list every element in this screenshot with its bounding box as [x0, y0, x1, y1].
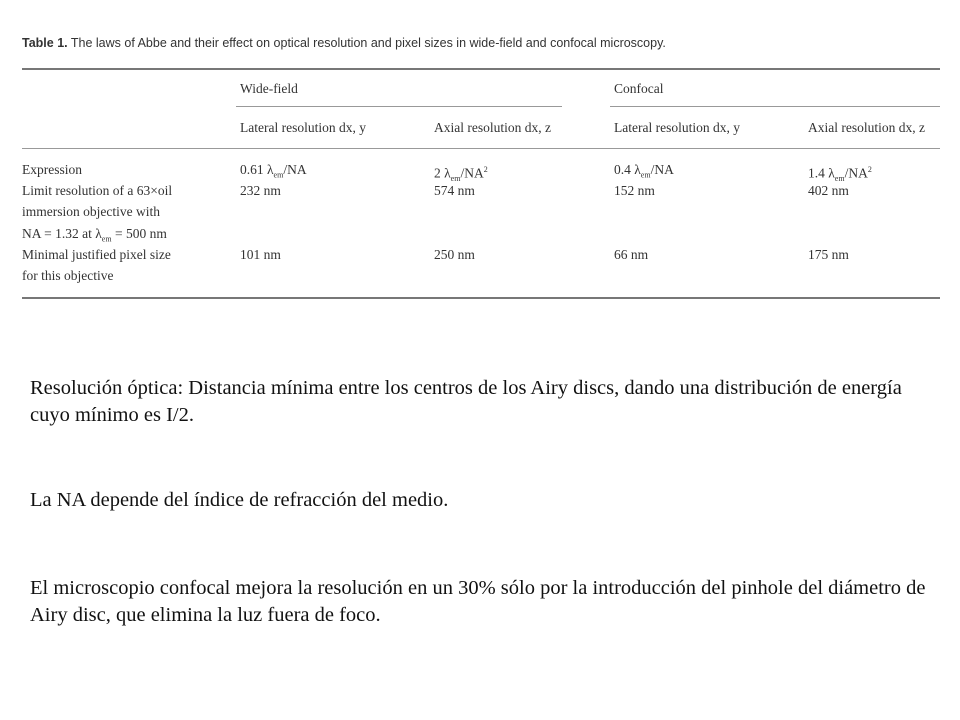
row-label-limit-line1: Limit resolution of a 63×oil: [22, 183, 173, 198]
group-header-widefield: Wide-field: [240, 81, 298, 96]
row-label-expression: Expression: [22, 162, 82, 177]
expr-coef: 1.4: [808, 165, 825, 181]
paragraph-confocal: El microscopio confocal mejora la resolución en un 30% sólo por la introducción del pinhole del diámetro de Airy disc, que elimina la luz fuera de foco.: [30, 577, 926, 626]
lambda-sub-em: em: [640, 170, 651, 180]
col-header-wf-lateral: Lateral resolution dx, y: [240, 120, 366, 135]
widefield-group-rule: [236, 106, 562, 107]
lambda-symbol: λ: [828, 165, 835, 181]
confocal-group-rule: [610, 106, 940, 107]
lambda-symbol: λ: [95, 226, 102, 241]
table-caption-label: Table 1.: [22, 36, 68, 50]
cell-pixel-cf-axial: 175 nm: [808, 247, 849, 262]
lambda-symbol: λ: [444, 165, 451, 181]
row-label-limit-line2: immersion objective with: [22, 204, 160, 219]
expr-coef: 2: [434, 165, 441, 181]
col-header-wf-axial: Axial resolution dx, z: [434, 120, 551, 135]
limit-wavelength-text: = 500 nm: [111, 226, 167, 241]
expr-squared: 2: [483, 165, 488, 174]
limit-na-text: NA = 1.32 at: [22, 226, 96, 241]
expr-over-na: /NA: [460, 165, 484, 181]
table-caption-text: The laws of Abbe and their effect on optical resolution and pixel sizes in wide-field and confocal microscopy.: [70, 36, 666, 50]
table-bottom-rule: [22, 297, 940, 299]
lambda-sub-em: em: [450, 174, 461, 184]
expr-coef: 0.4: [614, 162, 631, 177]
cell-pixel-wf-axial: 250 nm: [434, 247, 475, 262]
cell-limit-wf-axial: 574 nm: [434, 183, 475, 198]
cell-limit-wf-lateral: 232 nm: [240, 183, 281, 198]
lambda-symbol: λ: [267, 162, 274, 177]
table-caption: [22, 36, 942, 50]
lambda-symbol: λ: [634, 162, 641, 177]
paragraph-na: La NA depende del índice de refracción del medio.: [30, 489, 449, 511]
expr-coef: 0.61: [240, 162, 264, 177]
table-header-rule: [22, 148, 940, 149]
cell-limit-cf-axial: 402 nm: [808, 183, 849, 198]
cell-limit-cf-lateral: 152 nm: [614, 183, 655, 198]
row-label-pixel-line1: Minimal justified pixel size: [22, 247, 171, 262]
group-header-confocal: Confocal: [614, 81, 664, 96]
lambda-sub-em: em: [273, 170, 284, 180]
col-header-cf-axial: Axial resolution dx, z: [808, 120, 925, 135]
expr-over-na: /NA: [283, 162, 307, 177]
expr-over-na: /NA: [650, 162, 674, 177]
cell-pixel-cf-lateral: 66 nm: [614, 247, 649, 262]
lambda-sub-em: em: [101, 234, 112, 244]
expr-squared: 2: [867, 165, 872, 174]
row-label-pixel-line2: for this objective: [22, 268, 114, 283]
cell-pixel-wf-lateral: 101 nm: [240, 247, 281, 262]
paragraph-optical-resolution: Resolución óptica: Distancia mínima entre los centros de los Airy discs, dando una distribución de energía cuyo mínimo es I/2.: [30, 377, 902, 426]
table-top-rule: [22, 68, 940, 70]
lambda-sub-em: em: [834, 174, 845, 184]
col-header-cf-lateral: Lateral resolution dx, y: [614, 120, 740, 135]
expr-over-na: /NA: [844, 165, 868, 181]
